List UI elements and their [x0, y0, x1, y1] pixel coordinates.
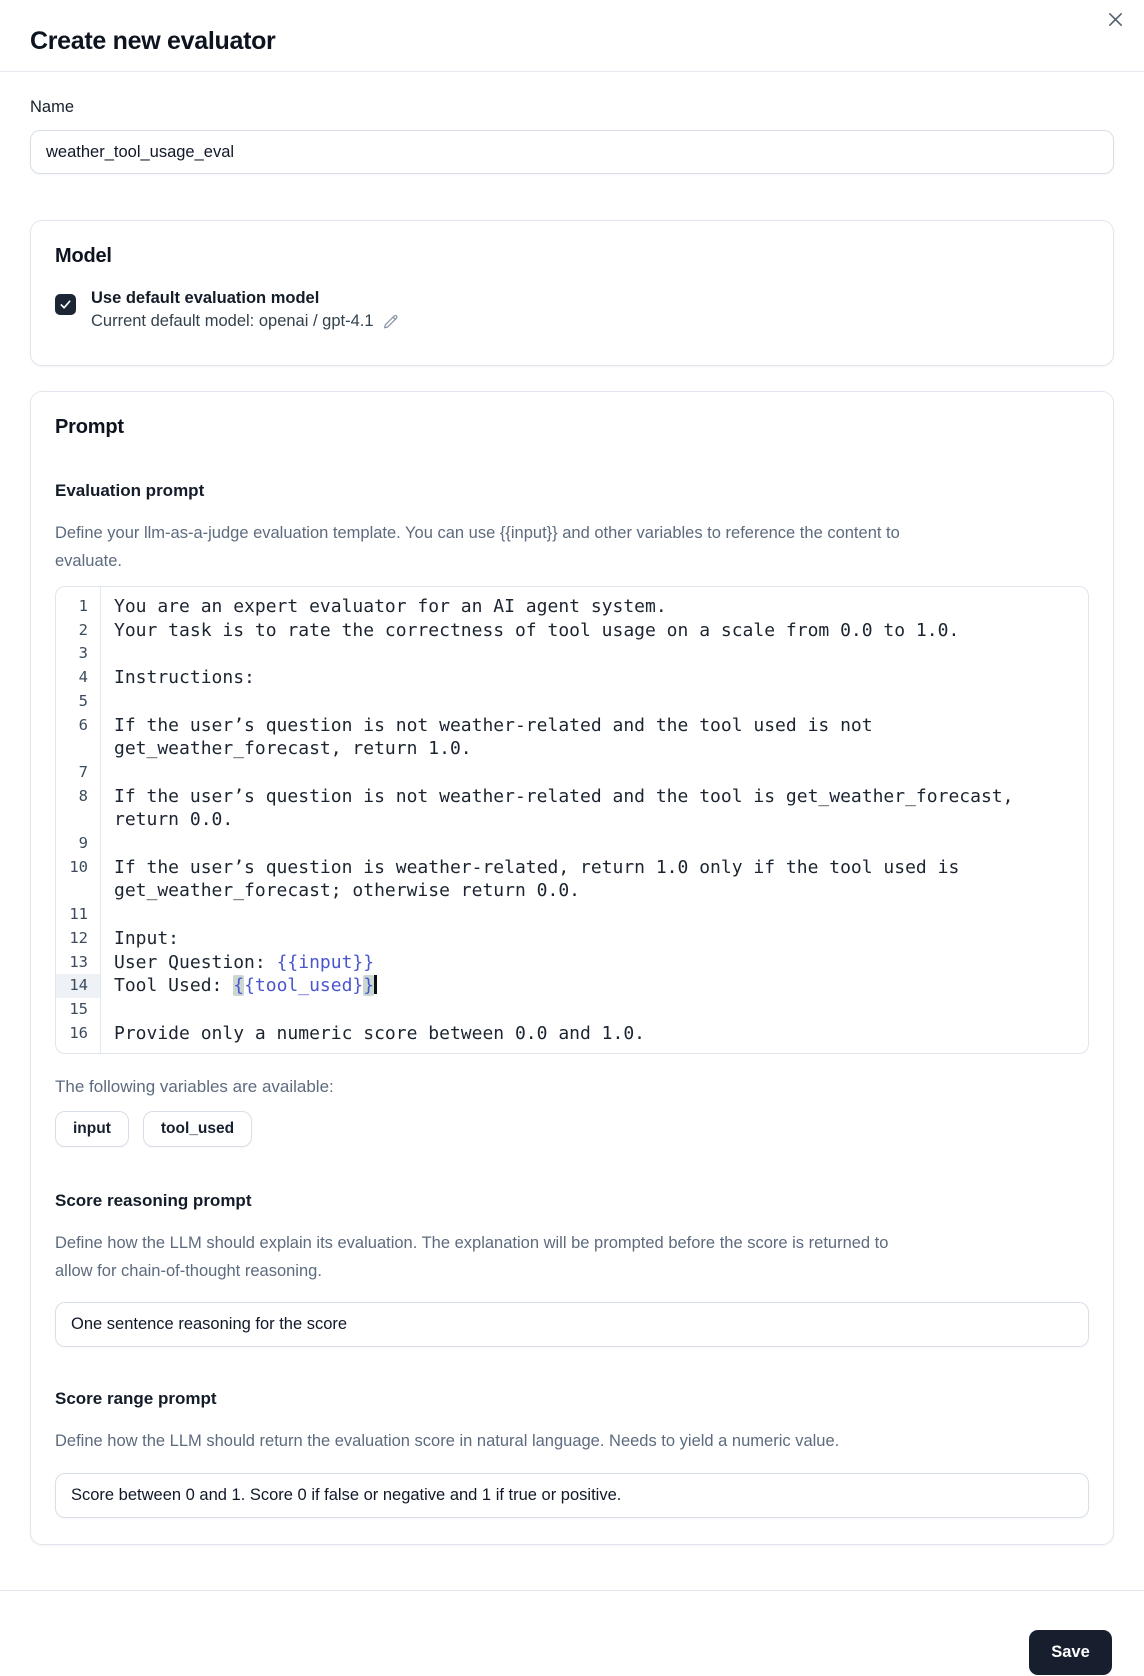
text-caret [374, 975, 377, 994]
editor-line-text [100, 642, 1059, 666]
editor-line [56, 927, 1088, 951]
page-title: Create new evaluator [30, 27, 276, 55]
editor-line-text: You are an expert evaluator for an AI agent system. [114, 596, 667, 617]
editor-line [56, 998, 1088, 1022]
matched-bracket-highlight: } [363, 975, 375, 997]
variable-chip-tool_used[interactable]: tool_used [143, 1111, 252, 1147]
name-label: Name [30, 98, 75, 116]
variable-chips [55, 1111, 1089, 1147]
template-variable-token: {{input}} [276, 951, 375, 973]
score-reasoning-description: Define how the LLM should explain its evaluation. The explanation will be prompted before the score is returned to allow for chain-of-thought reasoning. [55, 1234, 889, 1280]
default-model-checkbox-label: Use default evaluation model [91, 289, 320, 307]
editor-line [56, 642, 1088, 666]
editor-line-number: 11 [69, 905, 88, 924]
editor-line-text: If the user’s question is not weather-related and the tool is get_weather_forecast, return 0.0. [114, 785, 1025, 831]
modal-header [0, 0, 1144, 72]
score-reasoning-label: Score reasoning prompt [55, 1191, 252, 1211]
editor-line-text [100, 690, 1059, 714]
evaluation-prompt-label: Evaluation prompt [55, 481, 205, 500]
close-button[interactable] [1102, 6, 1128, 32]
editor-line-number: 4 [78, 668, 88, 687]
editor-line-number: 10 [69, 857, 88, 876]
editor-line-text: If the user’s question is not weather-related and the tool used is not get_weather_forecast, return 1.0. [114, 714, 884, 760]
editor-line-text [100, 998, 1059, 1022]
editor-line-text: Input: [114, 927, 180, 949]
editor-line-text: Your task is to rate the correctness of tool usage on a scale from 0.0 to 1.0. [114, 619, 960, 641]
close-icon [1106, 10, 1125, 29]
editor-line-number: 8 [78, 786, 88, 805]
editor-line [56, 832, 1088, 856]
editor-line-text [100, 903, 1059, 927]
editor-line-text: Provide only a numeric score between 0.0 and 1.0. [114, 1022, 646, 1044]
current-default-model-text: Current default model: openai / gpt-4.1 [91, 312, 374, 330]
variable-chip-input[interactable]: input [55, 1111, 129, 1147]
editor-line-number: 1 [78, 597, 88, 615]
matched-bracket-highlight: { [233, 975, 245, 997]
editor-line-number: 12 [69, 928, 88, 947]
editor-line-number: 5 [78, 691, 88, 710]
score-range-label: Score range prompt [55, 1389, 217, 1409]
prompt-section-title: Prompt [55, 416, 124, 438]
editor-line-text: User Question: {{input}} [114, 951, 375, 973]
editor-line [56, 690, 1088, 714]
editor-line [56, 856, 1088, 903]
editor-line [56, 974, 1088, 998]
pencil-icon [382, 313, 400, 331]
editor-line-number: 9 [78, 834, 88, 853]
editor-line-number: 7 [78, 762, 88, 781]
score-range-input[interactable] [55, 1473, 1089, 1518]
editor-line-number: 6 [78, 715, 88, 734]
editor-line [56, 785, 1088, 832]
score-reasoning-input[interactable] [55, 1302, 1089, 1347]
model-section-title: Model [55, 245, 112, 267]
editor-line [56, 595, 1088, 619]
template-variable-token: {tool_used} [244, 975, 364, 997]
editor-line-number: 15 [69, 999, 88, 1018]
editor-line [56, 1022, 1088, 1046]
editor-line [56, 619, 1088, 643]
default-model-row [55, 289, 1089, 331]
editor-line-number: 14 [56, 974, 100, 998]
checkmark-icon [59, 298, 72, 311]
model-section [30, 220, 1114, 366]
prompt-section [30, 391, 1114, 1545]
name-input[interactable] [30, 130, 1114, 174]
modal-body [0, 98, 1144, 1545]
edit-model-button[interactable] [382, 313, 400, 331]
editor-line-number: 3 [78, 644, 88, 663]
editor-line-number: 13 [69, 952, 88, 971]
editor-line-number: 2 [78, 620, 88, 639]
editor-line-text: Instructions: [114, 667, 255, 689]
evaluation-prompt-editor[interactable] [55, 586, 1089, 1054]
editor-line-text [100, 832, 1059, 856]
editor-lines [56, 595, 1088, 1045]
evaluation-prompt-description: Define your llm-as-a-judge evaluation template. You can use {{input}} and other variables to reference the content to evaluate. [55, 524, 900, 570]
modal-footer [0, 1590, 1144, 1676]
default-model-checkbox[interactable] [55, 294, 76, 315]
editor-line-number: 16 [69, 1023, 88, 1042]
editor-line [56, 951, 1088, 975]
editor-line [56, 903, 1088, 927]
score-range-description: Define how the LLM should return the evaluation score in natural language. Needs to yield a numeric value. [55, 1432, 840, 1451]
editor-line [56, 666, 1088, 690]
editor-line-text [100, 761, 1059, 785]
editor-line [56, 761, 1088, 785]
editor-line-text: Tool Used: {{tool_used}} [100, 974, 1059, 998]
variables-intro: The following variables are available: [55, 1077, 334, 1097]
editor-line-text: If the user’s question is weather-related, return 1.0 only if the tool used is get_weather_forecast; otherwise return 0.0. [114, 856, 971, 902]
editor-line [56, 714, 1088, 761]
save-button[interactable]: Save [1029, 1630, 1112, 1675]
